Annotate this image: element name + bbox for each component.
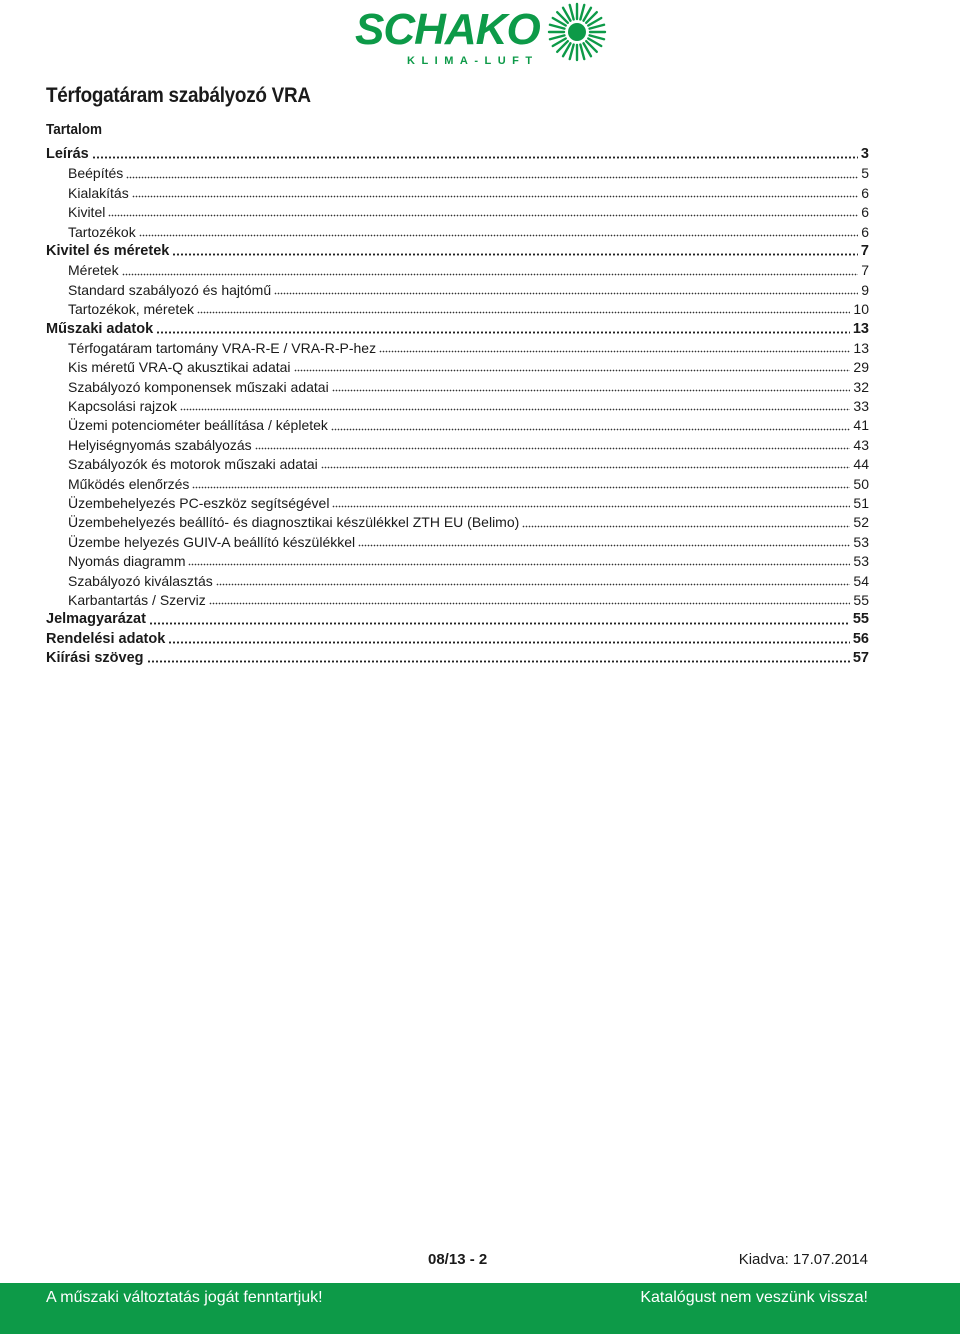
- toc-entry[interactable]: [46, 358, 869, 377]
- toc-entry[interactable]: [46, 242, 869, 261]
- toc-entry-label: Kivitel és méretek: [46, 242, 170, 259]
- logo-wordmark: SCHAKO: [355, 5, 540, 54]
- toc-entry-label: Tartozékok, méretek: [68, 301, 195, 318]
- toc-dot-leader: [358, 544, 850, 547]
- logo-tagline: KLIMA-LUFT: [407, 55, 539, 67]
- toc-entry-label: Standard szabályozó és hajtómű: [68, 281, 272, 298]
- toc-entry-page: 54: [853, 572, 869, 589]
- toc-dot-leader: [132, 195, 859, 198]
- table-of-contents: [46, 145, 869, 669]
- toc-entry[interactable]: [46, 552, 869, 571]
- toc-entry-page: 50: [853, 475, 869, 492]
- toc-entry[interactable]: [46, 378, 869, 397]
- toc-dot-leader: [156, 331, 850, 334]
- toc-entry-page: 44: [853, 456, 869, 473]
- toc-dot-leader: [522, 525, 850, 528]
- toc-entry[interactable]: [46, 184, 869, 203]
- toc-entry-page: 6: [861, 204, 869, 221]
- toc-dot-leader: [92, 156, 858, 159]
- toc-entry-label: Kivitel: [68, 204, 106, 221]
- toc-entry[interactable]: [46, 475, 869, 494]
- toc-entry-page: 9: [861, 281, 869, 298]
- toc-dot-leader: [188, 563, 850, 566]
- toc-entry-page: 56: [852, 630, 869, 647]
- toc-entry-page: 6: [861, 223, 869, 240]
- toc-entry[interactable]: [46, 533, 869, 552]
- toc-entry-label: Kialakítás: [68, 184, 129, 201]
- toc-entry-label: Térfogatáram tartomány VRA-R-E / VRA-R-P-hez: [68, 339, 377, 356]
- toc-entry[interactable]: [46, 223, 869, 242]
- toc-entry-page: 55: [852, 611, 869, 628]
- toc-entry-label: Karbantartás / Szerviz: [68, 591, 206, 608]
- footer-notice: Katalógust nem veszünk vissza!: [640, 1289, 868, 1306]
- toc-dot-leader: [149, 622, 850, 625]
- toc-entry-page: 7: [861, 262, 869, 279]
- toc-entry-label: Üzembehelyezés PC-eszköz segítségével: [68, 495, 330, 512]
- toc-entry-page: 3: [860, 146, 869, 162]
- toc-entry-label: Jelmagyarázat: [46, 611, 146, 628]
- toc-entry-page: 6: [861, 184, 869, 201]
- toc-entry-page: 29: [853, 359, 869, 376]
- toc-dot-leader: [126, 176, 858, 179]
- toc-dot-leader: [168, 641, 850, 644]
- toc-dot-leader: [274, 292, 858, 295]
- toc-entry[interactable]: [46, 436, 869, 455]
- toc-entry-page: 55: [853, 591, 869, 608]
- toc-entry-page: 13: [852, 320, 869, 337]
- schako-logo: [355, 2, 605, 70]
- toc-dot-leader: [321, 466, 851, 469]
- toc-entry[interactable]: [46, 339, 869, 358]
- toc-dot-leader: [180, 408, 850, 411]
- toc-entry[interactable]: [46, 416, 869, 435]
- toc-entry-label: Szabályozók és motorok műszaki adatai: [68, 456, 318, 473]
- toc-dot-leader: [147, 660, 850, 663]
- toc-dot-leader: [331, 428, 851, 431]
- toc-entry[interactable]: [46, 630, 869, 649]
- footer-disclaimer: A műszaki változtatás jogát fenntartjuk!: [46, 1289, 323, 1306]
- toc-entry-label: Szabályozó komponensek műszaki adatai: [68, 378, 329, 395]
- page-title: Térfogatáram szabályozó VRA: [46, 84, 311, 107]
- toc-entry-label: Szabályozó kiválasztás: [68, 572, 213, 589]
- toc-heading: Tartalom: [46, 121, 103, 138]
- toc-entry-page: 10: [853, 301, 869, 318]
- footer-bar: [0, 1283, 960, 1334]
- toc-entry-page: 57: [852, 650, 869, 667]
- toc-entry-label: Üzemi potenciométer beállítása / képletek: [68, 417, 328, 434]
- toc-entry[interactable]: [46, 397, 869, 416]
- toc-entry-label: Üzembe helyezés GUIV-A beállító készülékkel: [68, 533, 356, 550]
- toc-dot-leader: [197, 311, 850, 314]
- toc-entry-label: Műszaki adatok: [46, 320, 154, 337]
- toc-dot-leader: [294, 369, 851, 372]
- toc-dot-leader: [192, 486, 850, 489]
- toc-entry[interactable]: [46, 145, 869, 164]
- toc-entry-label: Kis méretű VRA-Q akusztikai adatai: [68, 359, 291, 376]
- toc-entry-page: 52: [853, 514, 869, 531]
- toc-entry-page: 43: [853, 436, 869, 453]
- toc-entry[interactable]: [46, 203, 869, 222]
- toc-dot-leader: [139, 234, 859, 237]
- toc-entry-label: Működés elenőrzés: [68, 475, 190, 492]
- toc-entry-label: Rendelési adatok: [46, 630, 166, 647]
- toc-dot-leader: [122, 273, 859, 276]
- toc-dot-leader: [255, 447, 851, 450]
- toc-entry[interactable]: [46, 591, 869, 610]
- toc-entry-page: 53: [853, 553, 869, 570]
- issue-date: Kiadva: 17.07.2014: [738, 1251, 868, 1268]
- toc-entry[interactable]: [46, 300, 869, 319]
- toc-dot-leader: [379, 350, 850, 353]
- toc-entry[interactable]: [46, 572, 869, 591]
- toc-entry-page: 33: [853, 398, 869, 415]
- toc-entry-page: 7: [860, 242, 869, 259]
- toc-entry-label: Kiírási szöveg: [46, 650, 144, 667]
- toc-entry[interactable]: [46, 610, 869, 629]
- toc-entry[interactable]: [46, 455, 869, 474]
- toc-entry-page: 32: [853, 378, 869, 395]
- toc-entry-label: Helyiségnyomás szabályozás: [68, 436, 252, 453]
- toc-dot-leader: [332, 389, 851, 392]
- toc-entry-page: 51: [853, 495, 869, 512]
- toc-entry[interactable]: [46, 320, 869, 339]
- toc-entry-label: Nyomás diagramm: [68, 553, 186, 570]
- toc-entry-label: Tartozékok: [68, 223, 136, 240]
- toc-entry-label: Leírás: [46, 146, 89, 162]
- page-number: 08/13 - 2: [428, 1251, 488, 1268]
- toc-entry-page: 13: [853, 339, 869, 356]
- toc-dot-leader: [332, 505, 850, 508]
- toc-entry[interactable]: [46, 261, 869, 280]
- toc-entry[interactable]: [46, 281, 869, 300]
- toc-entry-page: 5: [861, 165, 869, 182]
- toc-entry-label: Méretek: [68, 262, 119, 279]
- toc-entry-label: Beépítés: [68, 165, 124, 182]
- toc-entry[interactable]: [46, 164, 869, 183]
- toc-dot-leader: [108, 214, 858, 217]
- toc-dot-leader: [209, 602, 851, 605]
- toc-entry-page: 41: [853, 417, 869, 434]
- toc-dot-leader: [216, 583, 851, 586]
- toc-entry-label: Kapcsolási rajzok: [68, 398, 177, 415]
- sun-icon: [547, 2, 607, 62]
- toc-entry-label: Üzembehelyezés beállító- és diagnosztikai készülékkel ZTH EU (Belimo): [68, 514, 520, 531]
- toc-entry-page: 53: [853, 533, 869, 550]
- toc-entry[interactable]: [46, 513, 869, 532]
- toc-entry[interactable]: [46, 649, 869, 668]
- toc-dot-leader: [172, 253, 858, 256]
- toc-entry[interactable]: [46, 494, 869, 513]
